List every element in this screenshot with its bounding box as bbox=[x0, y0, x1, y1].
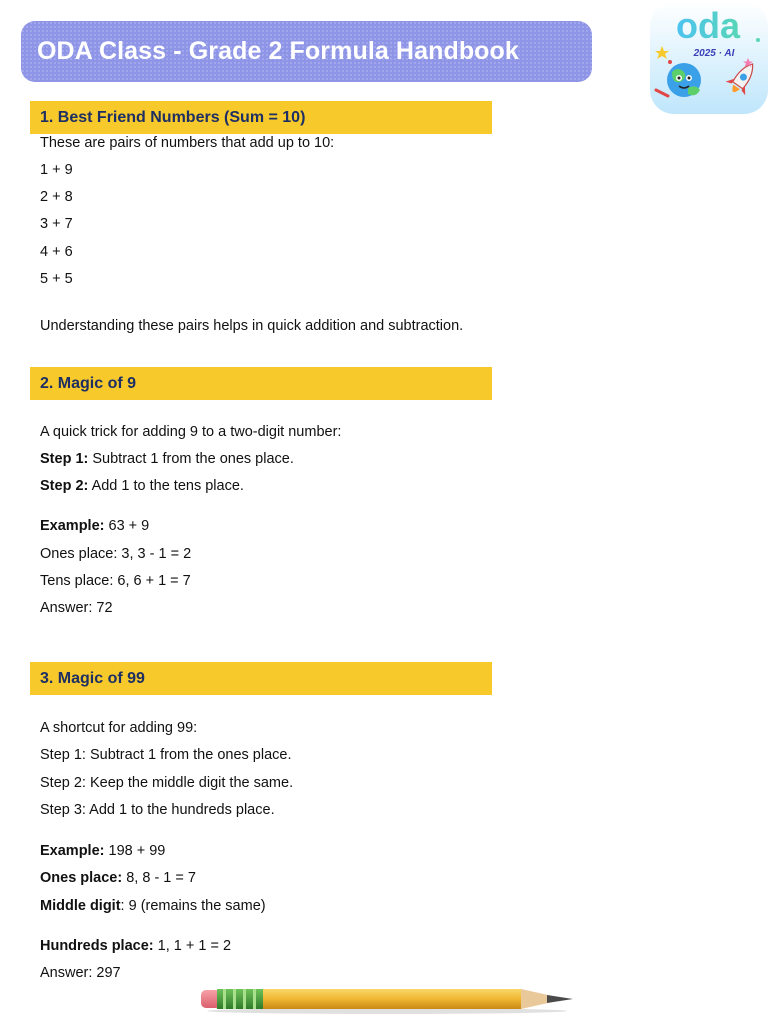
hundreds-place-line bbox=[40, 937, 231, 955]
ones-place-line bbox=[40, 869, 196, 887]
answer-line: Answer: 297 bbox=[40, 965, 121, 981]
logo-subtext: 2025 · AI bbox=[693, 48, 735, 59]
number-pair: 2 + 8 bbox=[40, 189, 73, 205]
pencil-icon bbox=[197, 984, 577, 1016]
example-label: Example: bbox=[40, 843, 105, 859]
middle-digit-line bbox=[40, 897, 266, 915]
number-pair: 5 + 5 bbox=[40, 271, 73, 287]
ones-place-label: Ones place: bbox=[40, 870, 123, 886]
oda-logo bbox=[648, 0, 768, 115]
section-intro: A quick trick for adding 9 to a two-digit number: bbox=[40, 424, 342, 440]
example-label: Example: bbox=[40, 518, 105, 534]
middle-digit-label: Middle digit bbox=[40, 898, 121, 914]
number-pair: 3 + 7 bbox=[40, 216, 73, 232]
section-heading-text: 1. Best Friend Numbers (Sum = 10) bbox=[40, 108, 306, 126]
number-pair: 4 + 6 bbox=[40, 244, 73, 260]
tens-place-line: Tens place: 6, 6 + 1 = 7 bbox=[40, 573, 191, 589]
section-heading-text: 2. Magic of 9 bbox=[40, 374, 137, 392]
ones-place-line: Ones place: 3, 3 - 1 = 2 bbox=[40, 546, 192, 562]
step-text: Subtract 1 from the ones place. bbox=[88, 451, 294, 467]
step-label: Step 1: bbox=[40, 451, 89, 467]
example-text: 198 + 99 bbox=[104, 843, 166, 859]
section-heading-magic-of-9 bbox=[30, 367, 492, 400]
number-pair: 1 + 9 bbox=[40, 162, 73, 178]
section-note: Understanding these pairs helps in quick addition and subtraction. bbox=[40, 318, 464, 334]
step-line: Step 3: Add 1 to the hundreds place. bbox=[40, 802, 275, 818]
logo-wordmark: oda bbox=[675, 5, 741, 46]
title-banner bbox=[21, 21, 592, 82]
step-line bbox=[40, 477, 244, 495]
step-line: Step 1: Subtract 1 from the ones place. bbox=[40, 747, 292, 763]
step-label: Step 2: bbox=[40, 478, 89, 494]
step-line bbox=[40, 450, 294, 468]
hundreds-place-text: 1, 1 + 1 = 2 bbox=[153, 938, 232, 954]
step-text: Add 1 to the tens place. bbox=[88, 478, 244, 494]
section-intro: These are pairs of numbers that add up to 10: bbox=[40, 135, 335, 151]
example-line bbox=[40, 842, 165, 860]
ones-place-text: 8, 8 - 1 = 7 bbox=[122, 870, 196, 886]
answer-line: Answer: 72 bbox=[40, 600, 113, 616]
page-title: ODA Class - Grade 2 Formula Handbook bbox=[37, 37, 519, 65]
step-line: Step 2: Keep the middle digit the same. bbox=[40, 775, 294, 791]
section-intro: A shortcut for adding 99: bbox=[40, 720, 198, 736]
section-heading-magic-of-99 bbox=[30, 662, 492, 695]
section-heading-text: 3. Magic of 99 bbox=[40, 669, 145, 687]
example-line bbox=[40, 517, 149, 535]
middle-digit-text: : 9 (remains the same) bbox=[120, 898, 266, 914]
example-text: 63 + 9 bbox=[104, 518, 150, 534]
section-heading-best-friend-numbers bbox=[30, 101, 492, 134]
hundreds-place-label: Hundreds place: bbox=[40, 938, 154, 954]
